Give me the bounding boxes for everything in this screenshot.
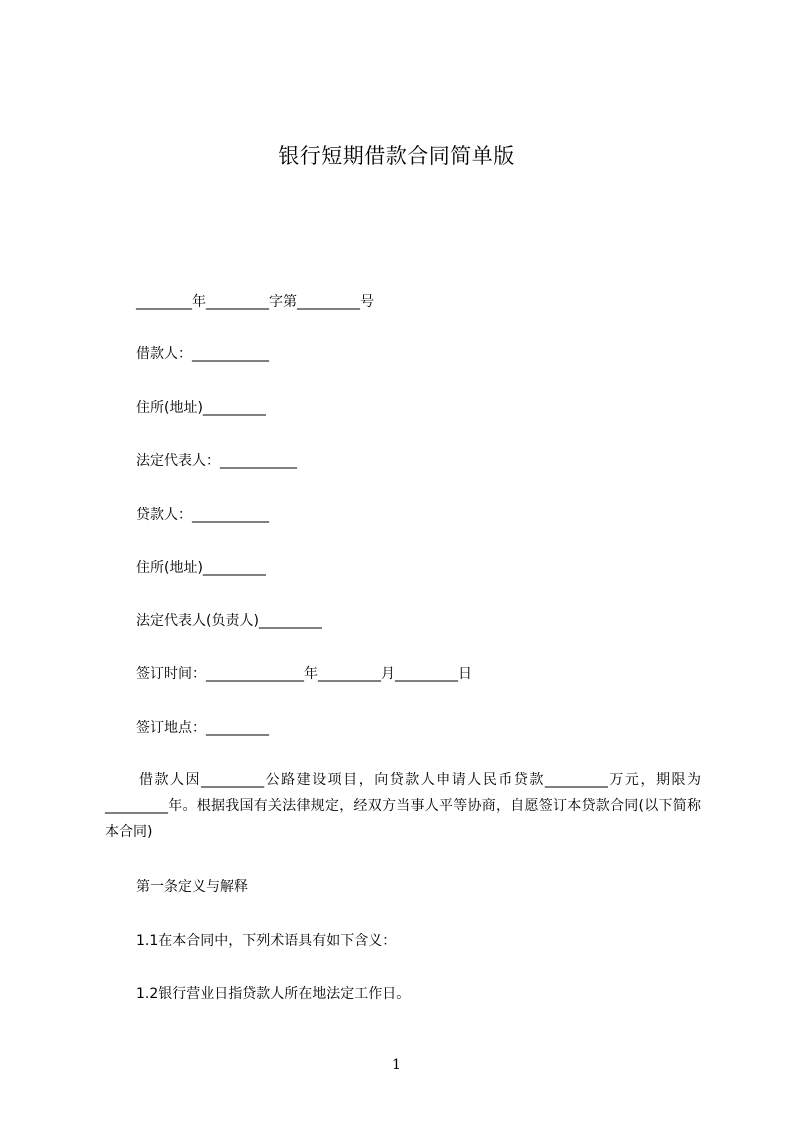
- document-title: 银行短期借款合同简单版: [278, 144, 515, 168]
- preamble-paragraph: 借款人因_________公路建设项目，向贷款人申请人民币贷款_________万元，期限为_________年。根据我国有关法律规定，经双方当事人平等协商，自愿签订本贷款合同(以下简称本合同): [105, 772, 701, 840]
- borrower-address-field: 住所(地址)_________: [136, 400, 266, 416]
- clause-1-2: 1.2银行营业日指贷款人所在地法定工作日。: [136, 986, 411, 1002]
- article-1-heading: 第一条定义与解释: [136, 879, 248, 895]
- lender-field: 贷款人：___________: [136, 507, 269, 523]
- page-number: 1: [392, 1057, 401, 1073]
- borrower-legal-representative-field: 法定代表人：___________: [136, 453, 297, 469]
- lender-legal-representative-field: 法定代表人(负责人)_________: [136, 613, 322, 629]
- contract-number-line: ________年_________字第_________号: [136, 294, 374, 310]
- signing-date-field: 签订时间：______________年_________月_________日: [136, 666, 472, 682]
- lender-address-field: 住所(地址)_________: [136, 560, 266, 576]
- signing-place-field: 签订地点：_________: [136, 720, 269, 736]
- clause-1-1: 1.1在本合同中，下列术语具有如下含义：: [136, 933, 397, 949]
- borrower-field: 借款人：___________: [136, 346, 269, 362]
